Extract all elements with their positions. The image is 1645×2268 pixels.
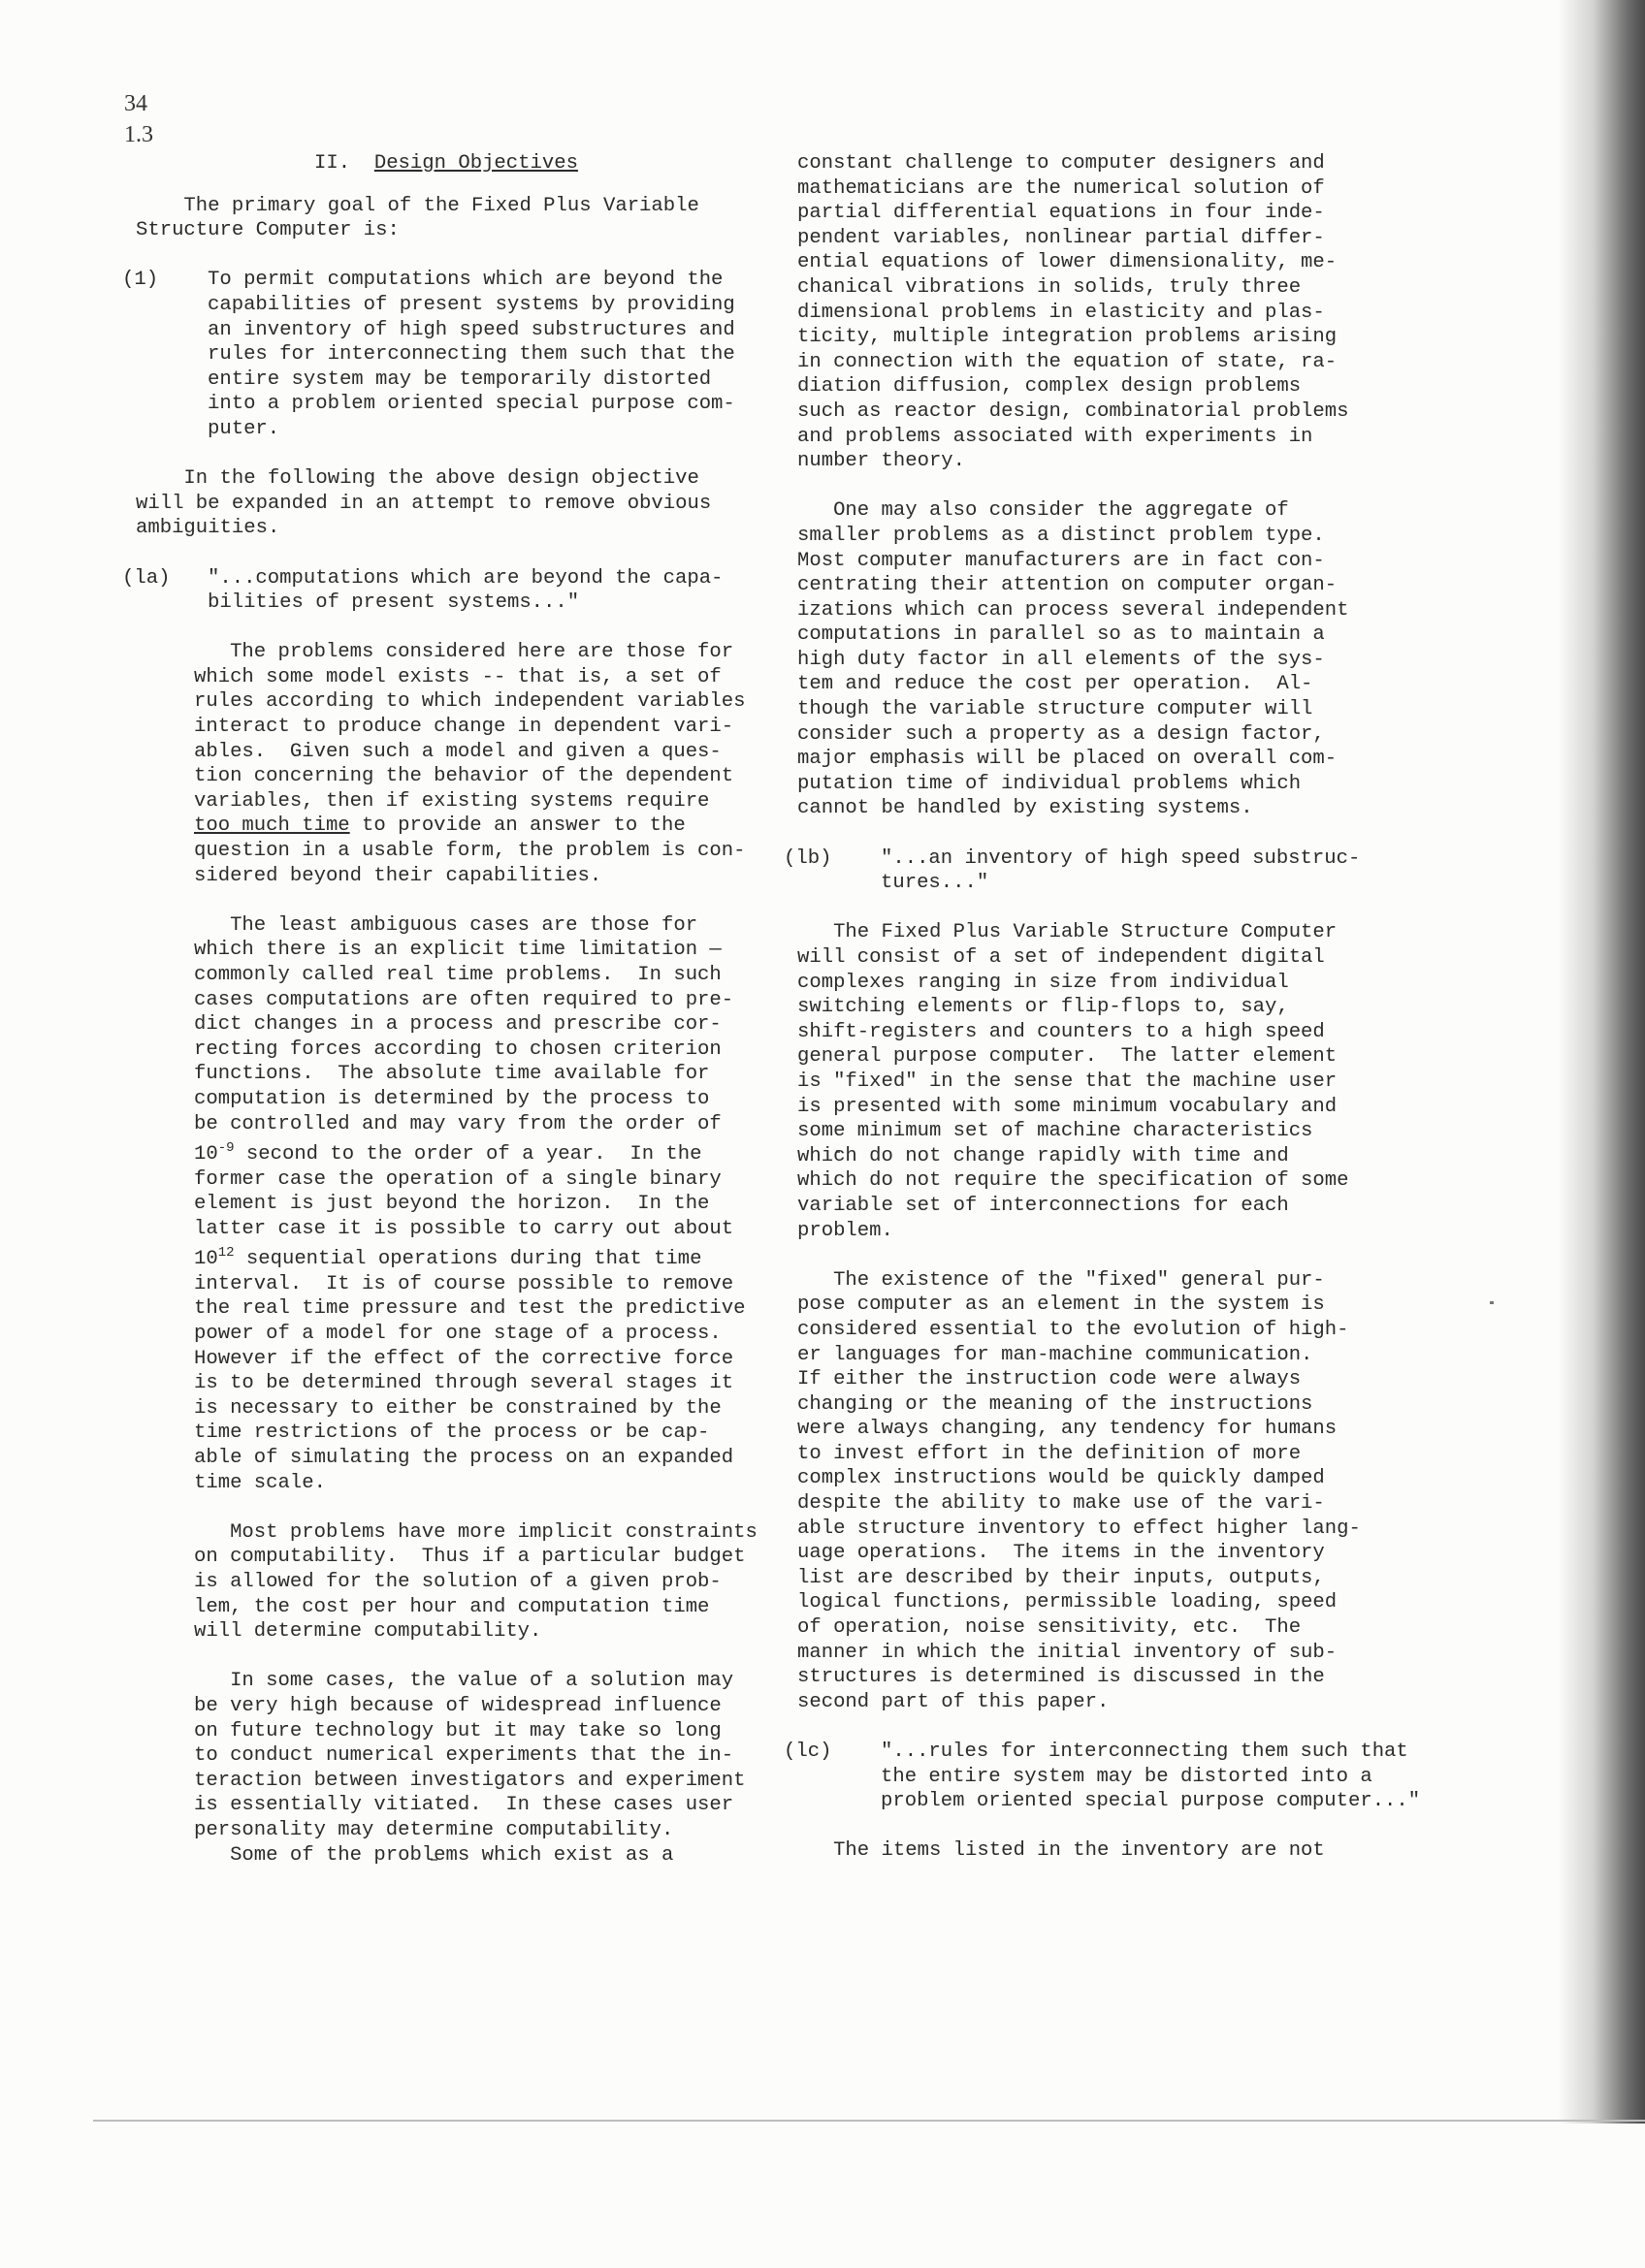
paragraph bbox=[136, 194, 757, 243]
text-line: which do not require the specification of some bbox=[797, 1169, 1349, 1193]
text-line: tion concerning the behavior of the dependent bbox=[194, 765, 734, 788]
text-line: The problems considered here are those for bbox=[194, 641, 734, 664]
text-line: power of a model for one stage of a process. bbox=[194, 1323, 722, 1346]
text-line: though the variable structure computer will bbox=[797, 698, 1313, 721]
item-label: (lb) bbox=[784, 847, 832, 870]
text-line: capabilities of present systems by providing bbox=[208, 293, 735, 316]
text-line: variables, then if existing systems require bbox=[194, 789, 710, 813]
text-line: centrating their attention on computer organ- bbox=[797, 574, 1338, 597]
text-line: is essentially vitiated. In these cases user bbox=[194, 1794, 734, 1817]
text-line: ables. Given such a model and given a ques- bbox=[194, 740, 722, 763]
text-line: Most problems have more implicit constraints bbox=[194, 1520, 758, 1544]
text-line: into a problem oriented special purpose com- bbox=[208, 393, 735, 416]
text-line: er languages for man-machine communication. bbox=[797, 1343, 1313, 1366]
text-line: second part of this paper. bbox=[797, 1690, 1110, 1713]
text-line: sidered beyond their capabilities. bbox=[194, 864, 602, 887]
paragraph bbox=[136, 1843, 757, 1869]
page-bottom-edge bbox=[93, 2120, 1645, 2122]
text-line: teraction between investigators and experiment bbox=[194, 1769, 746, 1792]
text-line: of operation, noise sensitivity, etc. The bbox=[797, 1616, 1302, 1640]
text-line: computation is determined by the process to bbox=[194, 1087, 710, 1110]
text-line: puter. bbox=[208, 417, 280, 440]
text-line: the real time pressure and test the predictive bbox=[194, 1297, 746, 1321]
text-line: such as reactor design, combinatorial problems bbox=[797, 399, 1349, 423]
text-line: dimensional problems in elasticity and plas- bbox=[797, 301, 1325, 324]
text-line: structures is determined is discussed in the bbox=[797, 1666, 1325, 1689]
text-line: major emphasis will be placed on overall com- bbox=[797, 748, 1338, 771]
scan-speck bbox=[1490, 1301, 1494, 1304]
paragraph bbox=[136, 640, 757, 888]
text-line: $10^{12}$ sequential operations during that time bbox=[194, 1245, 702, 1271]
text-line: will consist of a set of independent digital bbox=[797, 946, 1325, 969]
text-line: question in a usable form, the problem is con- bbox=[194, 840, 746, 863]
text-line: complexes ranging in size from individual bbox=[797, 971, 1289, 994]
text-line: chanical vibrations in solids, truly three bbox=[797, 275, 1302, 299]
text-line: "...an inventory of high speed substruc- bbox=[881, 847, 1361, 870]
text-line: personality may determine computability. bbox=[194, 1818, 674, 1841]
text-line: ential equations of lower dimensionality, me- bbox=[797, 251, 1338, 274]
text-line: bilities of present systems..." bbox=[208, 591, 580, 615]
text-line: to conduct numerical experiments that the in- bbox=[194, 1744, 734, 1768]
text-line: is necessary to either be constrained by the bbox=[194, 1396, 722, 1420]
paragraph bbox=[136, 913, 757, 1495]
enumerated-objective bbox=[122, 268, 757, 441]
text-line: To permit computations which are beyond the bbox=[208, 269, 724, 292]
text-line: will determine computability. bbox=[194, 1620, 542, 1644]
text-line: constant challenge to computer designers and bbox=[797, 152, 1325, 175]
section-heading bbox=[136, 151, 757, 176]
text-line: The least ambiguous cases are those for bbox=[194, 913, 698, 937]
text-line: dict changes in a process and prescribe cor- bbox=[194, 1013, 722, 1037]
page-number: 34 bbox=[124, 91, 147, 116]
text-line: tem and reduce the cost per operation. Al- bbox=[797, 673, 1313, 696]
text-line: former case the operation of a single binary bbox=[194, 1167, 722, 1191]
enumerated-objective bbox=[784, 1740, 1437, 1814]
text-line: able structure inventory to effect higher lang- bbox=[797, 1517, 1361, 1540]
text-line: time restrictions of the process or be cap- bbox=[194, 1421, 710, 1445]
text-line: uage operations. The items in the inventory bbox=[797, 1542, 1325, 1565]
text-line: smaller problems as a distinct problem type. bbox=[797, 524, 1325, 547]
text-line: ambiguities. bbox=[136, 517, 280, 540]
text-line: entire system may be temporarily distorted bbox=[208, 367, 712, 391]
text-line: ticity, multiple integration problems arising bbox=[797, 326, 1338, 349]
text-line: The primary goal of the Fixed Plus Variable bbox=[136, 194, 699, 217]
item-label: (lc) bbox=[784, 1741, 832, 1763]
item-label: (la) bbox=[122, 566, 171, 590]
text-line: However if the effect of the corrective force bbox=[194, 1347, 734, 1370]
text-line: general purpose computer. The latter element bbox=[797, 1045, 1338, 1069]
text-line: despite the ability to make use of the vari- bbox=[797, 1492, 1325, 1516]
text-line: which there is an explicit time limitation — bbox=[194, 939, 722, 962]
right-column bbox=[784, 151, 1437, 1864]
text-line: "...rules for interconnecting them such that bbox=[881, 1741, 1408, 1763]
text-line: pendent variables, nonlinear partial differ- bbox=[797, 226, 1325, 249]
text-line: problem oriented special purpose computer..." bbox=[881, 1790, 1421, 1813]
text-line: is to be determined through several stages it bbox=[194, 1372, 734, 1395]
text-line: putation time of individual problems which bbox=[797, 772, 1302, 795]
text-line: the entire system may be distorted into a bbox=[881, 1765, 1372, 1788]
text-line: cannot be handled by existing systems. bbox=[797, 797, 1253, 820]
paragraph bbox=[797, 920, 1437, 1243]
text-line: and problems associated with experiments in bbox=[797, 425, 1313, 448]
text-line: manner in which the initial inventory of sub- bbox=[797, 1641, 1338, 1664]
text-line: One may also consider the aggregate of bbox=[797, 499, 1289, 523]
text-line: switching elements or flip-flops to, say, bbox=[797, 996, 1289, 1019]
text-line: is "fixed" in the sense that the machine user bbox=[797, 1070, 1338, 1093]
text-line: diation diffusion, complex design problems bbox=[797, 375, 1302, 399]
text-line: rules for interconnecting them such that the bbox=[208, 343, 735, 367]
paragraph bbox=[136, 1669, 757, 1842]
section-number: 1.3 bbox=[124, 122, 153, 147]
text-line: is presented with some minimum vocabulary and bbox=[797, 1095, 1338, 1118]
text-line: on computability. Thus if a particular budget bbox=[194, 1546, 746, 1569]
enumerated-objective bbox=[122, 566, 757, 616]
text-line: shift-registers and counters to a high speed bbox=[797, 1020, 1325, 1043]
text-line: element is just beyond the horizon. In the bbox=[194, 1193, 710, 1216]
enumerated-objective bbox=[784, 847, 1437, 896]
text-line: is allowed for the solution of a given prob- bbox=[194, 1570, 722, 1593]
text-line: able of simulating the process on an expanded bbox=[194, 1447, 734, 1469]
text-line: be very high because of widespread influence bbox=[194, 1694, 722, 1717]
text-line: "...computations which are beyond the capa- bbox=[208, 566, 724, 590]
text-line: Some of the problems which exist as a bbox=[194, 1843, 674, 1867]
text-line: latter case it is possible to carry out about bbox=[194, 1217, 734, 1240]
text-line: an inventory of high speed substructures and bbox=[208, 318, 735, 341]
text-line: complex instructions would be quickly damped bbox=[797, 1467, 1325, 1490]
text-line: some minimum set of machine characteristics bbox=[797, 1120, 1313, 1143]
text-line: interact to produce change in dependent vari- bbox=[194, 716, 734, 739]
text-line: lem, the cost per hour and computation time bbox=[194, 1595, 710, 1618]
text-line: izations which can process several independent bbox=[797, 598, 1349, 622]
text-line: pose computer as an element in the system is bbox=[797, 1294, 1325, 1317]
item-label: (1) bbox=[122, 269, 159, 292]
text-line: $10^{-9}$ second to the order of a year. In the bbox=[194, 1140, 702, 1166]
text-line: on future technology but it may take so long bbox=[194, 1719, 722, 1742]
text-line: functions. The absolute time available for bbox=[194, 1063, 710, 1086]
text-line: Structure Computer is: bbox=[136, 219, 400, 242]
text-line: consider such a property as a design factor, bbox=[797, 722, 1325, 746]
text-line: in connection with the equation of state, ra- bbox=[797, 350, 1338, 373]
text-line: The Fixed Plus Variable Structure Computer bbox=[797, 921, 1338, 944]
text-line: which do not change rapidly with time and bbox=[797, 1144, 1289, 1167]
paragraph bbox=[136, 466, 757, 541]
paragraph bbox=[797, 1268, 1437, 1715]
text-line: partial differential equations in four inde- bbox=[797, 202, 1325, 225]
binding-shadow bbox=[1558, 0, 1645, 2124]
text-line: which some model exists -- that is, a set of bbox=[194, 665, 722, 688]
text-line: to invest effort in the definition of more bbox=[797, 1442, 1302, 1465]
text-line: number theory. bbox=[797, 450, 966, 473]
text-line: problem. bbox=[797, 1219, 893, 1242]
paragraph bbox=[797, 151, 1437, 474]
text-line: too much time to provide an answer to the bbox=[194, 815, 686, 838]
text-line: Most computer manufacturers are in fact con- bbox=[797, 549, 1325, 572]
text-line: The items listed in the inventory are not bbox=[797, 1839, 1325, 1863]
text-line: changing or the meaning of the instructions bbox=[797, 1392, 1313, 1416]
text-line: cases computations are often required to pre- bbox=[194, 988, 734, 1011]
text-line: will be expanded in an attempt to remove obvious bbox=[136, 492, 712, 515]
left-column bbox=[122, 151, 758, 1868]
text-line: be controlled and may vary from the order of bbox=[194, 1112, 722, 1135]
text-line: variable set of interconnections for each bbox=[797, 1194, 1289, 1217]
text-line: list are described by their inputs, outputs, bbox=[797, 1566, 1325, 1589]
text-line: logical functions, permissible loading, speed bbox=[797, 1591, 1338, 1614]
text-line: computations in parallel so as to maintain a bbox=[797, 623, 1325, 647]
text-line: In some cases, the value of a solution may bbox=[194, 1670, 734, 1693]
text-line: The existence of the "fixed" general pur- bbox=[797, 1268, 1325, 1292]
text-line: commonly called real time problems. In such bbox=[194, 964, 722, 986]
text-line: high duty factor in all elements of the sys- bbox=[797, 648, 1325, 671]
paragraph bbox=[136, 1520, 757, 1645]
text-line: If either the instruction code were always bbox=[797, 1368, 1302, 1391]
text-line: rules according to which independent variables bbox=[194, 690, 746, 714]
text-line: recting forces according to chosen criterion bbox=[194, 1038, 722, 1061]
text-line: considered essential to the evolution of high- bbox=[797, 1318, 1349, 1341]
text-line: time scale. bbox=[194, 1471, 326, 1494]
section-title: Design Objectives bbox=[373, 152, 578, 175]
text-line: mathematicians are the numerical solution of bbox=[797, 176, 1325, 200]
text-line: were always changing, any tendency for humans bbox=[797, 1418, 1338, 1441]
section-numeral: II. bbox=[314, 152, 351, 175]
text-line: interval. It is of course possible to remove bbox=[194, 1272, 734, 1295]
text-line: In the following the above design objective bbox=[136, 467, 699, 491]
text-line: tures..." bbox=[881, 872, 989, 895]
paragraph bbox=[797, 1838, 1437, 1864]
paragraph bbox=[797, 498, 1437, 821]
